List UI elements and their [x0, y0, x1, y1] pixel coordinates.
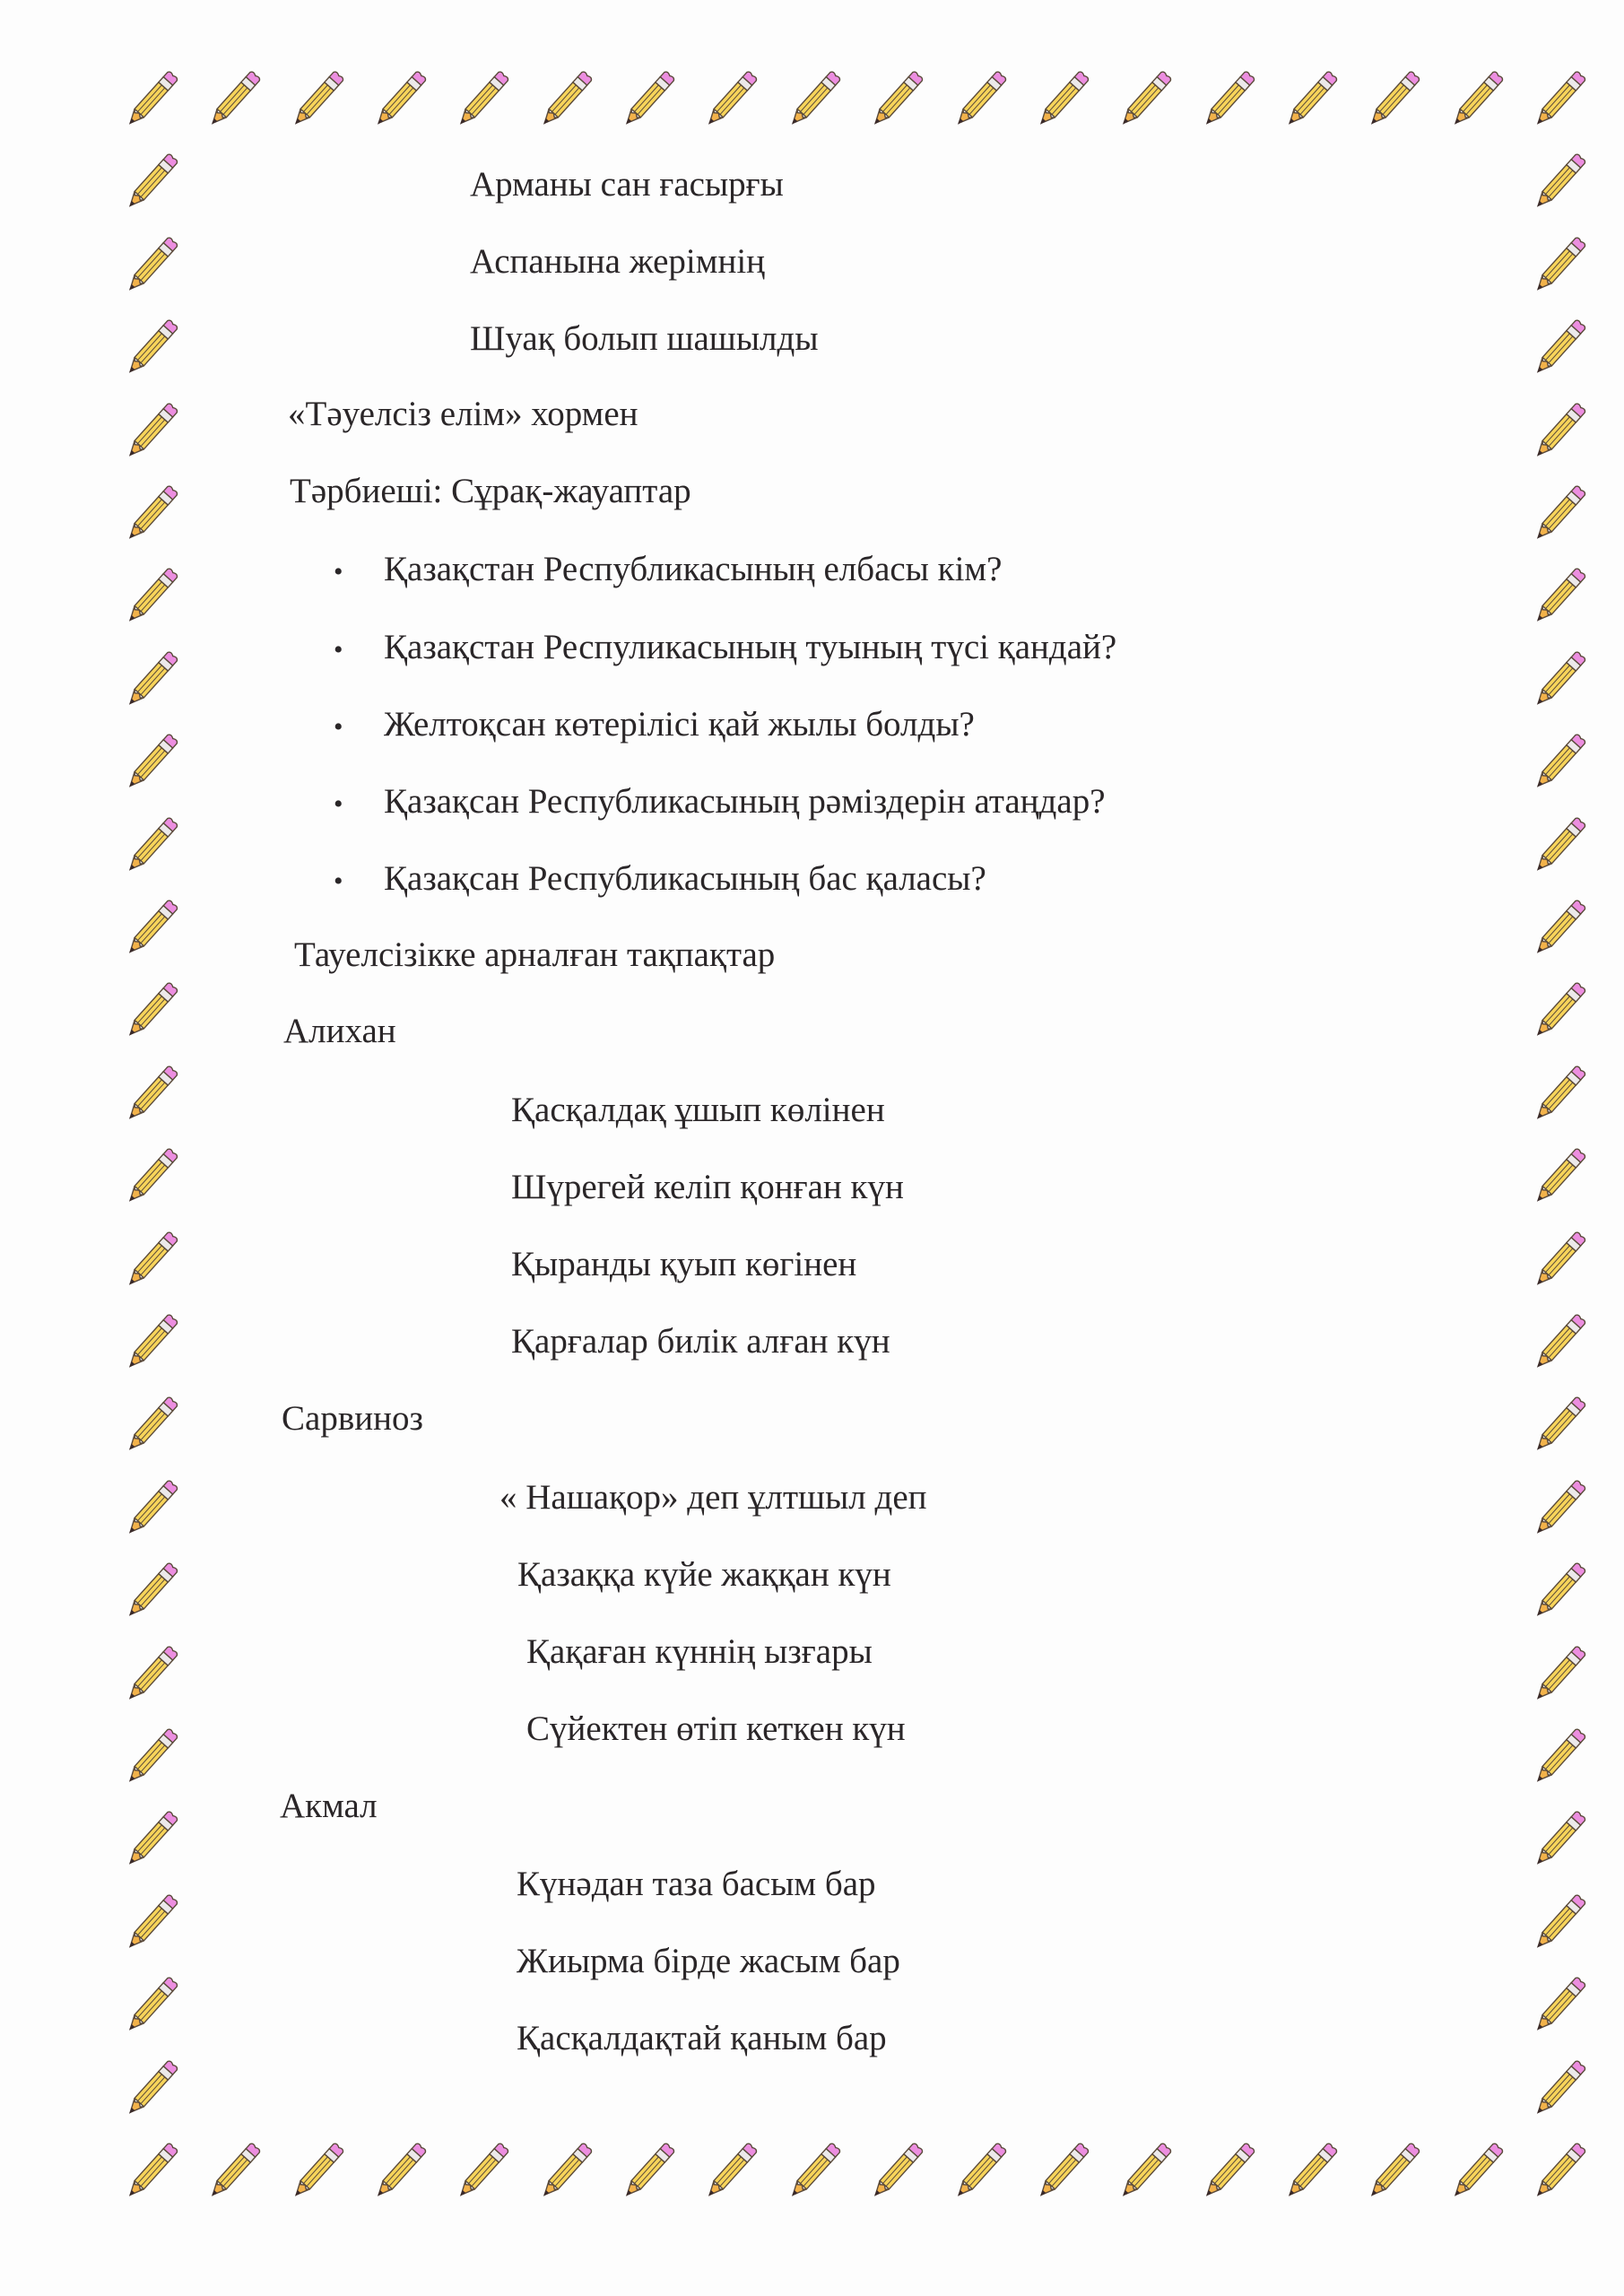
pencil-icon	[860, 2136, 932, 2208]
pencil-icon	[115, 1142, 187, 1213]
question-item: Қазақсан Республикасының бас қаласы?	[384, 859, 986, 898]
pencil-icon	[1523, 147, 1594, 219]
pencil-icon	[115, 727, 187, 799]
pencil-icon	[1523, 645, 1594, 717]
pencil-icon	[1523, 1059, 1594, 1131]
pencil-icon	[281, 65, 352, 136]
pencil-icon	[281, 2136, 352, 2208]
pencil-icon	[115, 1474, 187, 1545]
pencil-icon	[612, 2136, 683, 2208]
pencil-icon	[115, 1556, 187, 1628]
pencil-icon	[115, 147, 187, 219]
pencil-icon	[1026, 2136, 1098, 2208]
pencil-icon	[529, 65, 601, 136]
bullet-icon: •	[334, 635, 343, 665]
pencil-icon	[115, 1225, 187, 1297]
pencil-icon	[1192, 2136, 1264, 2208]
pencil-icon	[1274, 65, 1346, 136]
pencil-icon	[943, 2136, 1015, 2208]
pencil-icon	[115, 1722, 187, 1794]
pencil-icon	[1523, 811, 1594, 883]
pencil-icon	[363, 2136, 435, 2208]
pencil-icon	[115, 1390, 187, 1462]
pencil-icon	[197, 65, 269, 136]
pencil-icon	[115, 396, 187, 468]
pencil-icon	[1523, 976, 1594, 1048]
bullet-icon: •	[334, 866, 343, 896]
pencil-icon	[1108, 2136, 1180, 2208]
pencil-icon	[612, 65, 683, 136]
pencil-icon	[1440, 65, 1512, 136]
song-line: «Тәуелсіз елім» хормен	[288, 395, 638, 433]
recital-line: Күнәдан таза басым бар	[517, 1865, 876, 1903]
pencil-icon	[1523, 1142, 1594, 1213]
bullet-icon: •	[334, 557, 343, 587]
pencil-icon	[1523, 1888, 1594, 1960]
reciter-name: Акмал	[280, 1787, 378, 1825]
bullet-icon: •	[334, 712, 343, 742]
pencil-icon	[1274, 2136, 1346, 2208]
pencil-icon	[115, 313, 187, 385]
pencil-icon	[1523, 893, 1594, 965]
pencil-icon	[115, 645, 187, 717]
pencil-icon	[860, 65, 932, 136]
pencil-icon	[115, 1059, 187, 1131]
question-item: Желтоқсан көтерілісі қай жылы болды?	[384, 705, 975, 744]
pencil-icon	[1523, 727, 1594, 799]
pencil-icon	[115, 65, 187, 136]
pencil-icon	[115, 811, 187, 883]
question-item: Қазақсан Республикасының рәміздерін атаңдар?	[384, 782, 1106, 821]
reciter-name: Сарвиноз	[282, 1399, 423, 1438]
pencil-icon	[1523, 1639, 1594, 1711]
pencil-icon	[446, 2136, 517, 2208]
pencil-icon	[115, 893, 187, 965]
pencil-icon	[1523, 1225, 1594, 1297]
pencil-icon	[115, 230, 187, 302]
recital-line: Қасқалдақ ұшып көлінен	[511, 1091, 885, 1129]
recital-line: Шүрегей келіп қонған күн	[511, 1168, 904, 1206]
pencil-icon	[1357, 2136, 1429, 2208]
pencil-icon	[115, 1308, 187, 1379]
pencil-icon	[115, 479, 187, 551]
question-item: Қазақстан Респуликасының туының түсі қандай?	[384, 628, 1117, 666]
pencil-icon	[529, 2136, 601, 2208]
pencil-icon	[1523, 1805, 1594, 1876]
poem-line: Аспанына жерімнің	[470, 242, 766, 281]
pencil-icon	[1523, 396, 1594, 468]
recital-line: Қақаған күннің ызғары	[526, 1632, 873, 1671]
pencil-icon	[1440, 2136, 1512, 2208]
section-title: Тауелсізікке арналған тақпақтар	[294, 935, 776, 974]
recital-line: Сүйектен өтіп кеткен күн	[526, 1709, 906, 1748]
recital-line: Қасқалдақтай қаным бар	[517, 2019, 887, 2057]
pencil-icon	[446, 65, 517, 136]
pencil-icon	[115, 561, 187, 633]
poem-line: Шуақ болып шашылды	[470, 319, 819, 358]
pencil-icon	[777, 2136, 849, 2208]
recital-line: Қыранды қуып көгінен	[511, 1245, 857, 1283]
pencil-icon	[115, 1639, 187, 1711]
recital-line: « Нашақор» деп ұлтшыл деп	[499, 1478, 927, 1517]
pencil-icon	[1523, 2054, 1594, 2126]
pencil-icon	[1523, 2136, 1594, 2208]
pencil-icon	[1523, 230, 1594, 302]
pencil-icon	[1523, 65, 1594, 136]
bullet-icon: •	[334, 789, 343, 819]
pencil-icon	[115, 1805, 187, 1876]
pencil-icon	[1357, 65, 1429, 136]
pencil-icon	[115, 976, 187, 1048]
pencil-icon	[694, 2136, 766, 2208]
pencil-icon	[1523, 1390, 1594, 1462]
pencil-icon	[1108, 65, 1180, 136]
pencil-icon	[1523, 313, 1594, 385]
pencil-icon	[1523, 479, 1594, 551]
pencil-icon	[1523, 1474, 1594, 1545]
pencil-icon	[115, 1888, 187, 1960]
recital-line: Қарғалар билік алған күн	[511, 1322, 890, 1361]
pencil-icon	[694, 65, 766, 136]
poem-line: Арманы сан ғасырғы	[470, 165, 784, 204]
pencil-icon	[115, 2054, 187, 2126]
pencil-icon	[1523, 1970, 1594, 2042]
pencil-icon	[115, 1970, 187, 2042]
recital-line: Жиырма бірде жасым бар	[517, 1942, 900, 1980]
pencil-icon	[943, 65, 1015, 136]
pencil-icon	[1192, 65, 1264, 136]
teacher-line: Тәрбиеші: Сұрақ-жауаптар	[290, 472, 691, 510]
pencil-icon	[1523, 1722, 1594, 1794]
pencil-icon	[1523, 1308, 1594, 1379]
pencil-icon	[1523, 1556, 1594, 1628]
pencil-icon	[363, 65, 435, 136]
pencil-icon	[197, 2136, 269, 2208]
pencil-icon	[777, 65, 849, 136]
reciter-name: Алихан	[283, 1012, 396, 1050]
question-item: Қазақстан Республикасының елбасы кім?	[384, 550, 1003, 588]
pencil-icon	[1026, 65, 1098, 136]
recital-line: Қазаққа күйе жаққан күн	[517, 1555, 891, 1594]
pencil-icon	[115, 2136, 187, 2208]
pencil-icon	[1523, 561, 1594, 633]
